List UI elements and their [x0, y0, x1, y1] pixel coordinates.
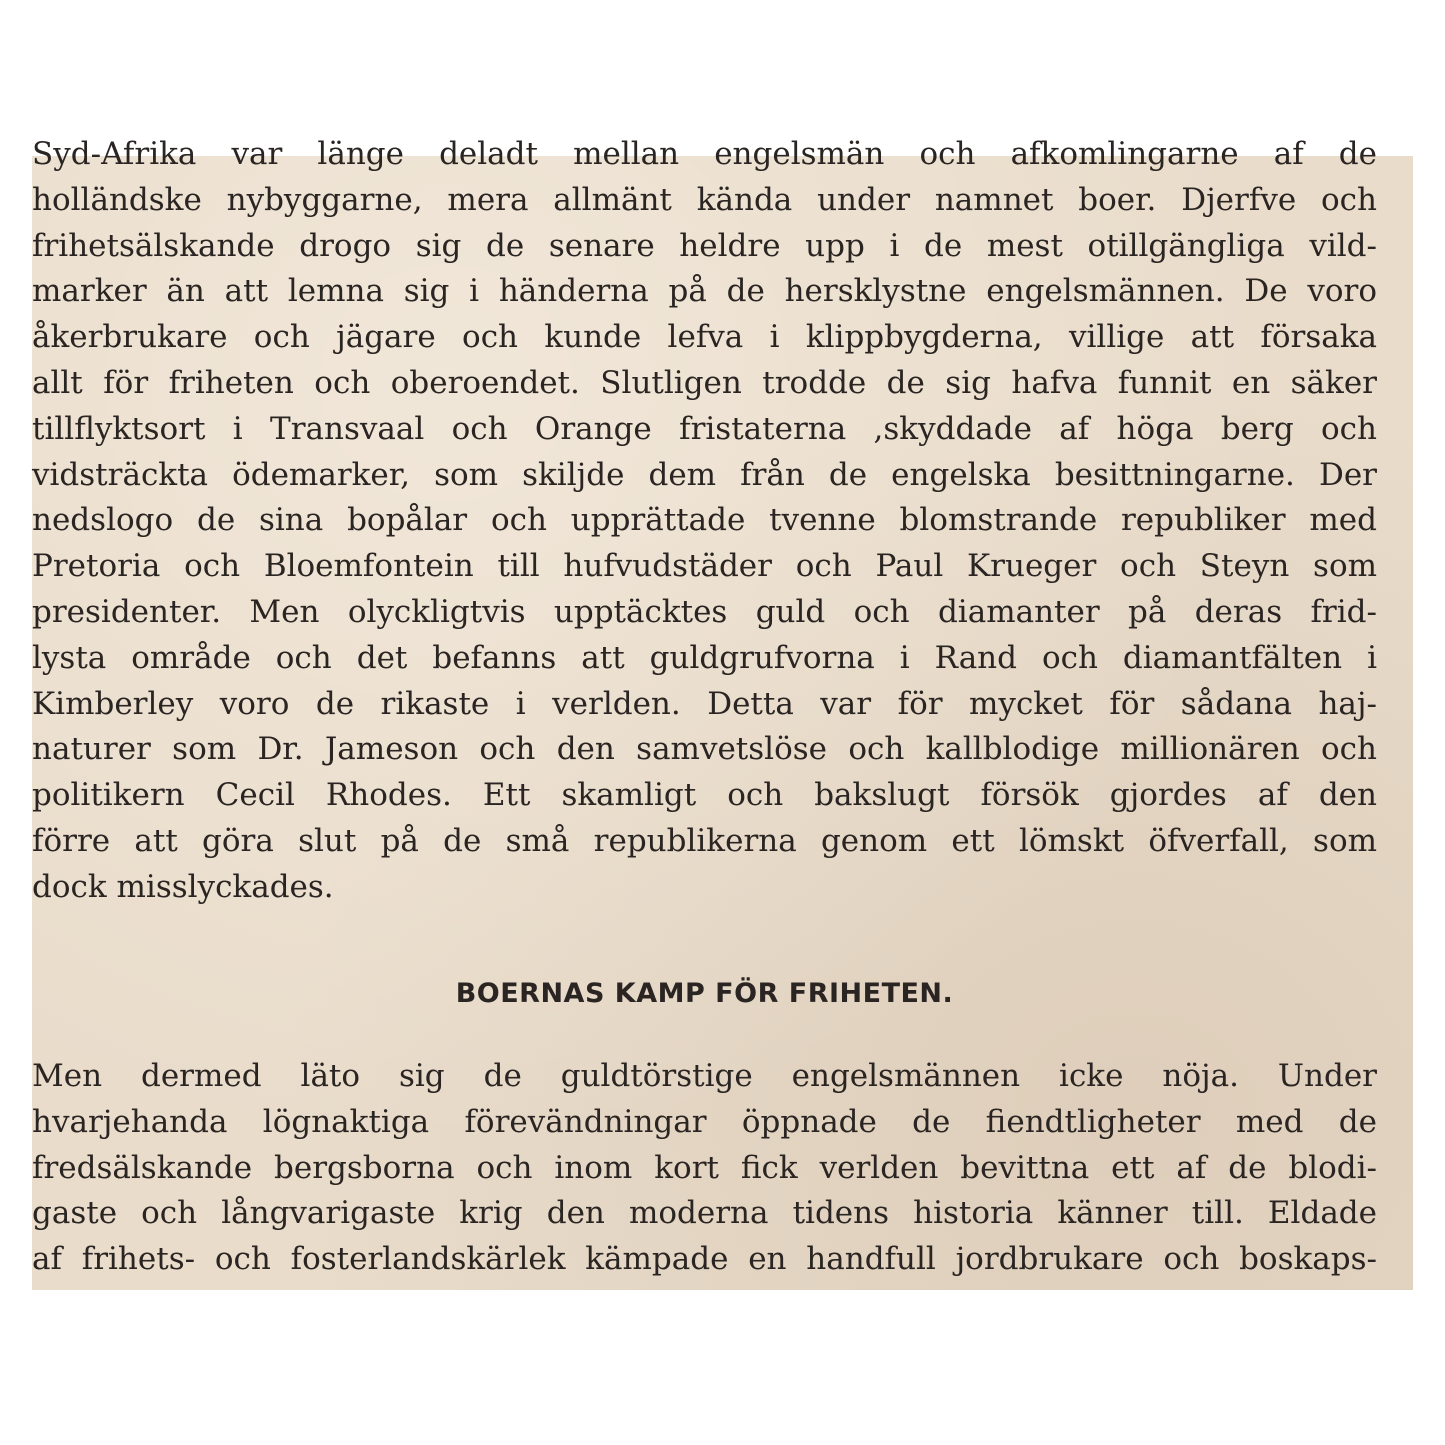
text-line: nedslogo de sina bopålar och upprättade tvenne blomstrande republiker med — [32, 502, 1377, 539]
text-line: Syd-Afrika var länge deladt mellan engelsmän och afkomlingarne af de — [32, 136, 1377, 172]
text-line: dock misslyckades. — [32, 868, 334, 905]
text-line: presidenter. Men olyckligtvis upptäcktes guld och diamanter på deras frid- — [32, 593, 1377, 630]
text-line: Pretoria och Bloemfontein till hufvudstäder och Paul Krueger och Steyn som — [32, 548, 1377, 585]
text-line: förre att göra slut på de små republikerna genom ett lömskt öfverfall, som — [32, 822, 1377, 859]
text-line: frihetsälskande drogo sig de senare heldre upp i de mest otillgängliga vild- — [32, 227, 1377, 264]
text-line: lysta område och det befanns att guldgrufvorna i Rand och diamantfälten i — [32, 639, 1377, 676]
text-line: åkerbrukare och jägare och kunde lefva i klippbygderna, villige att försaka — [32, 319, 1377, 356]
text-line: holländske nybyggarne, mera allmänt kända under namnet boer. Djerfve och — [32, 181, 1377, 218]
paragraph-boer-struggle — [32, 1054, 1377, 1283]
text-line: tillflyktsort i Transvaal och Orange fristaterna ,skyddade af höga berg och — [32, 410, 1377, 447]
text-line: allt för friheten och oberoendet. Slutligen trodde de sig hafva funnit en säker — [32, 364, 1377, 401]
text-line: vidsträckta ödemarker, som skiljde dem från de engelska besittningarne. Der — [32, 456, 1377, 493]
text-line: Men dermed läto sig de guldtörstige engelsmännen icke nöja. Under — [32, 1058, 1377, 1094]
text-line: fredsälskande bergsborna och inom kort fick verlden bevittna ett af de blodi- — [32, 1149, 1377, 1186]
scanned-page — [32, 136, 1413, 1290]
text-line: gaste och långvarigaste krig den moderna tidens historia känner till. Eldade — [32, 1195, 1377, 1232]
text-line: marker än att lemna sig i händerna på de hersklystne engelsmännen. De voro — [32, 273, 1377, 310]
text-line: politikern Cecil Rhodes. Ett skamligt och bakslugt försök gjordes af den — [32, 777, 1377, 814]
text-line: Kimberley voro de rikaste i verlden. Detta var för mycket för sådana haj- — [32, 685, 1377, 722]
paragraph-boer-history — [32, 132, 1377, 911]
text-line: hvarjehanda lögnaktiga förevändningar öppnade de fiendtligheter med de — [32, 1103, 1377, 1140]
section-heading: BOERNAS KAMP FÖR FRIHETEN. — [455, 978, 954, 1009]
text-line: naturer som Dr. Jameson och den samvetslöse och kallblodige millionären och — [32, 731, 1377, 768]
text-line: af frihets- och fosterlandskärlek kämpade en handfull jordbrukare och boskaps- — [32, 1241, 1377, 1278]
